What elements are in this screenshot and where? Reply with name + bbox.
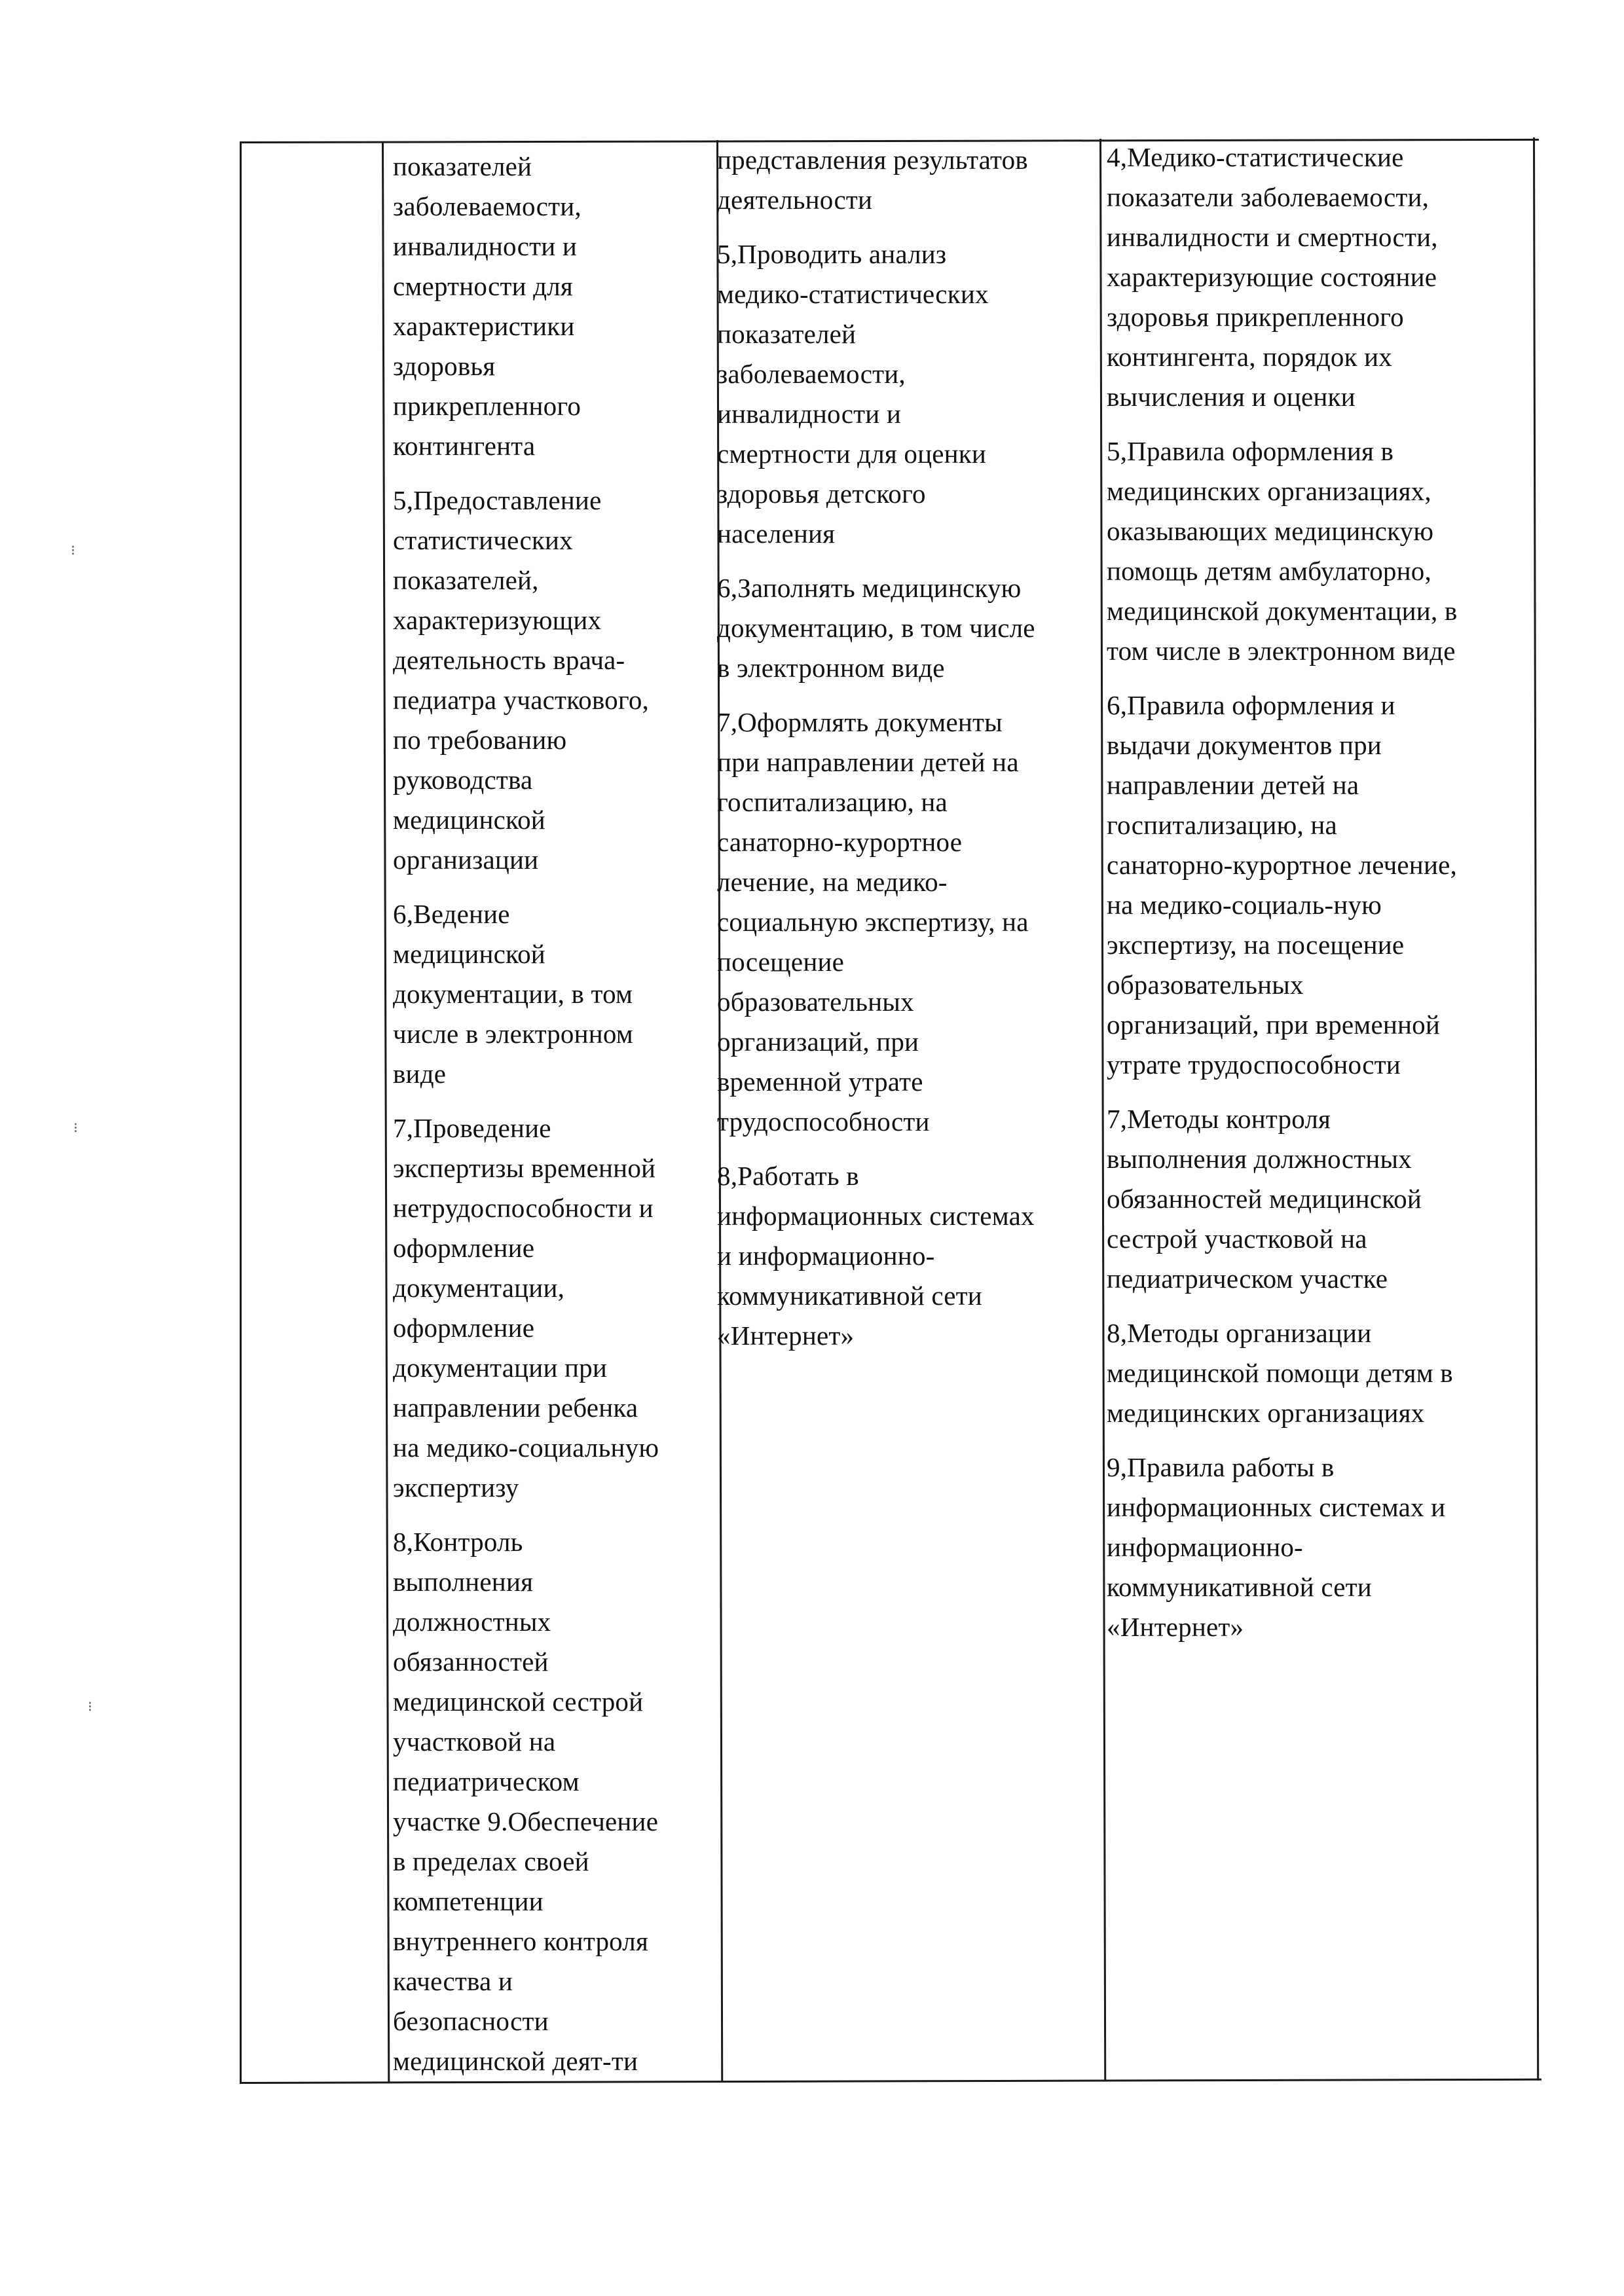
labor-action-item: показателей заболеваемости, инвалидности и смертности для характеристики здоровья прикрепленного контингента [393,151,581,461]
table-left-border [240,141,242,2083]
labor-action-item: 5,Предоставление статистических показателей, характеризующих деятельность врача- педиатра участкового, по требованию руководства медицинской организации [393,485,649,875]
scan-speck: ⁝ [71,542,75,558]
skill-item: представления результатов деятельности [717,145,1028,215]
column-required-knowledge [1107,137,1532,1662]
labor-action-item: 6,Ведение медицинской документации, в том числе в электронном виде [393,899,633,1089]
knowledge-item: 8,Методы организации медицинской помощи детям в медицинских организациях [1107,1318,1453,1428]
labor-action-item: 8,Контроль выполнения должностных обязанностей медицинской сестрой участковой на педиатрическом участке 9.Обеспечение в пределах своей компетенции внутреннего контроля качества и безопасности медицинской деят-ти [393,1527,659,2076]
skill-item: 6,Заполнять медицинскую документацию, в том числе в электронном виде [717,573,1035,683]
table-right-border [1533,137,1539,2081]
knowledge-item: 6,Правила оформления и выдачи документов при направлении детей на госпитализацию, на санаторно-курортное лечение, на медико-социаль-ную экспертизу, на посещение образовательных организаций, при временной утрате трудоспособности [1107,690,1457,1080]
skill-item: 5,Проводить анализ медико-статистических показателей заболеваемости, инвалидности и смертности для оценки здоровья детского населения [717,239,989,549]
column-labor-actions [393,147,717,2096]
scan-speck: ⁝ [73,1120,78,1136]
scan-speck: ⁝ [88,1698,92,1715]
knowledge-item: 7,Методы контроля выполнения должностных обязанностей медицинской сестрой участковой на педиатрическом участке [1107,1104,1422,1294]
labor-action-item: 7,Проведение экспертизы временной нетрудоспособности и оформление документации, оформление документации при направлении ребенка на медико-социальную экспертизу [393,1113,659,1503]
skill-item: 8,Работать в информационных системах и информационно- коммуникативной сети «Интернет» [717,1161,1035,1351]
column-required-skills [717,140,1103,1370]
knowledge-item: 4,Медико-статистические показатели заболеваемости, инвалидности и смертности, характеризующие состояние здоровья прикрепленного контингента, порядок их вычисления и оценки [1107,142,1438,412]
skill-item: 7,Оформлять документы при направлении детей на госпитализацию, на санаторно-курортное лечение, на медико- социальную экспертизу, на посещение образовательных организаций, при временной утрате трудоспособности [717,707,1029,1137]
table-divider-1 [382,141,390,2083]
knowledge-item: 9,Правила работы в информационных системах и информационно- коммуникативной сети «Интернет» [1107,1452,1446,1642]
knowledge-item: 5,Правила оформления в медицинских организациях, оказывающих медицинскую помощь детям амбулаторно, медицинской документации, в том числе в электронном виде [1107,436,1458,666]
